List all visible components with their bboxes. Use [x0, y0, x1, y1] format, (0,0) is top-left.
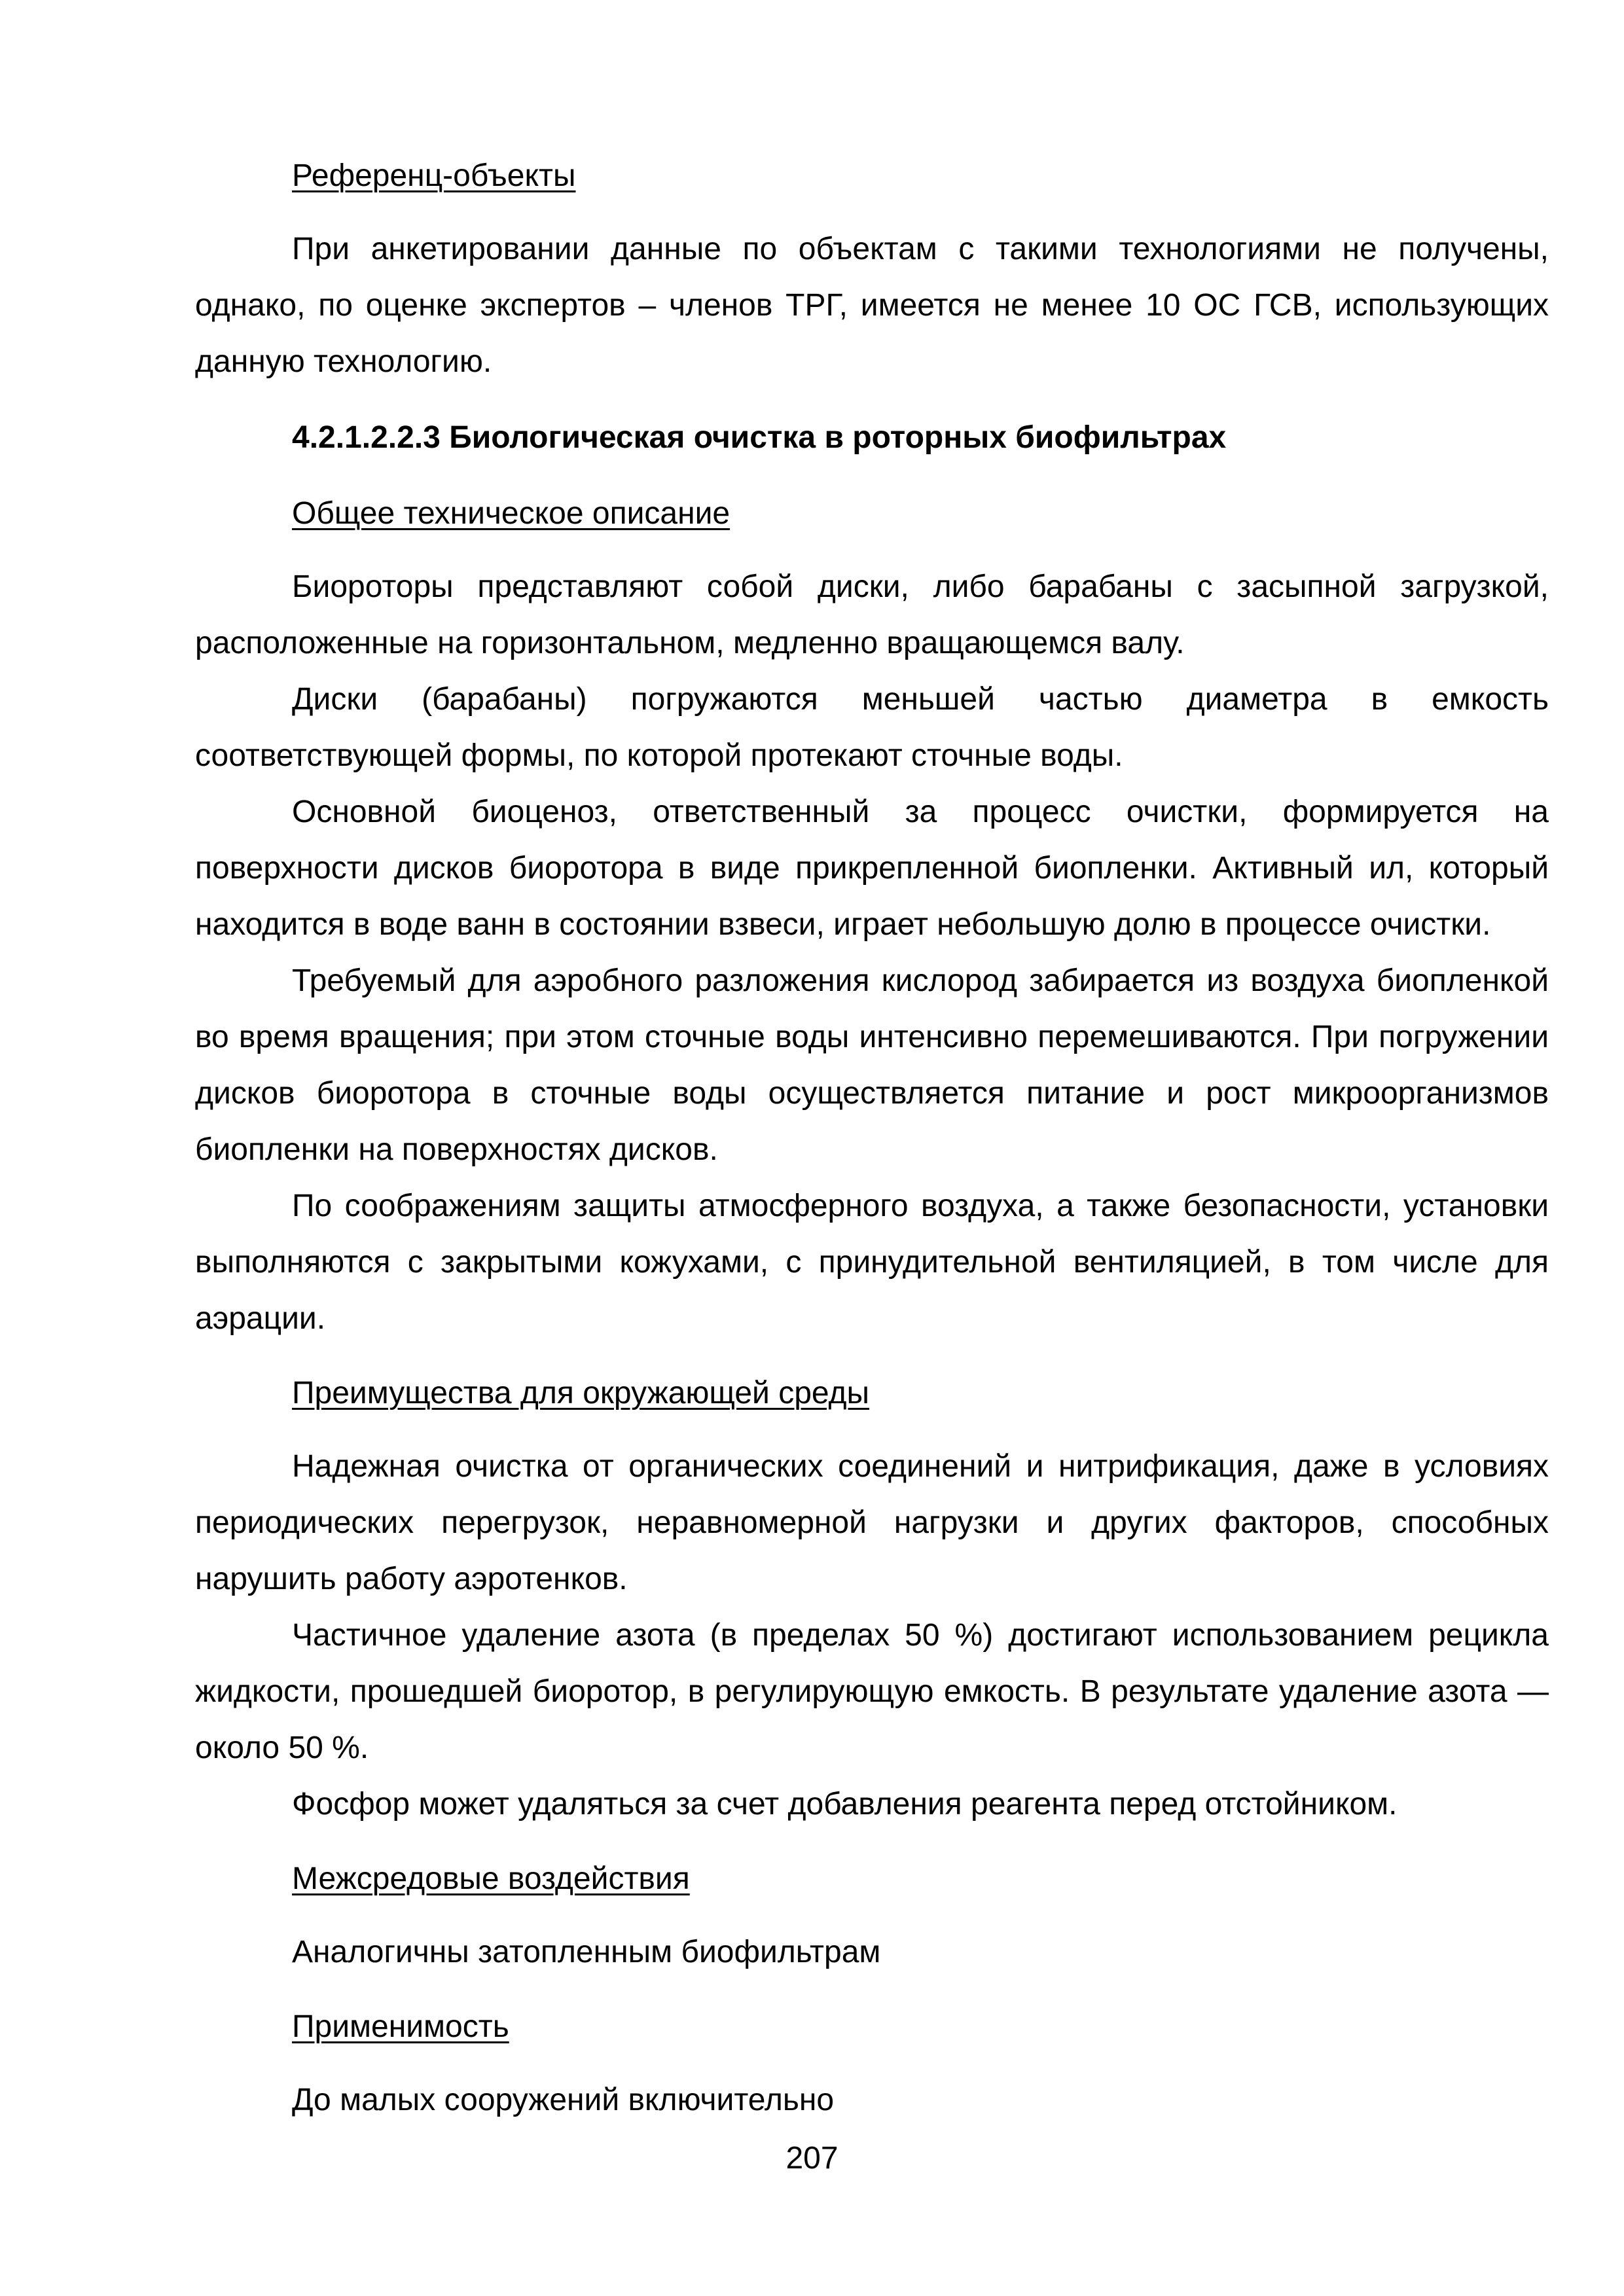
advantages-paragraph-3: Фосфор может удаляться за счет добавления реагента перед отстойником. — [292, 1787, 1398, 1821]
description-paragraph-4: Требуемый для аэробного разложения кислород забирается из воздуха биопленкой во время вращения; при этом сточные воды интенсивно перемешиваются. При погружении дисков биоротора в сточные воды осуществляется питание и рост микроорганизмов биопленки на поверхностях дисков. — [195, 963, 1549, 1167]
cross-media-effects-heading: Межсредовые воздействия — [292, 1861, 690, 1896]
applicability-text: До малых сооружений включительно — [292, 2083, 835, 2117]
cross-media-effects-text: Аналогичны затопленным биофильтрам — [292, 1935, 881, 1969]
environmental-advantages-heading: Преимущества для окружающей среды — [292, 1376, 870, 1410]
section-title: 4.2.1.2.2.3 Биологическая очистка в роторных биофильтрах — [292, 420, 1227, 455]
description-paragraph-1: Биороторы представляют собой диски, либо барабаны с засыпной загрузкой, расположенные на горизонтальном, медленно вращающемся валу. — [195, 569, 1549, 660]
reference-objects-heading: Референц-объекты — [292, 158, 576, 193]
reference-objects-paragraph: При анкетировании данные по объектам с такими технологиями не получены, однако, по оценке экспертов – членов ТРГ, имеется не менее 10 ОС ГСВ, использующих данную технологию. — [195, 232, 1549, 379]
technical-description-heading: Общее техническое описание — [292, 496, 731, 531]
description-paragraph-5: По соображениям защиты атмосферного воздуха, а также безопасности, установки выполняются с закрытыми кожухами, с принудительной вентиляцией, в том числе для аэрации. — [195, 1189, 1549, 1336]
advantages-paragraph-1: Надежная очистка от органических соединений и нитрификация, даже в условиях периодических перегрузок, неравномерной нагрузки и других факторов, способных нарушить работу аэротенков. — [195, 1449, 1549, 1596]
applicability-heading: Применимость — [292, 2009, 509, 2044]
page-number: 207 — [785, 2141, 839, 2176]
advantages-paragraph-2: Частичное удаление азота (в пределах 50 %) достигают использованием рецикла жидкости, прошедшей биоротор, в регулирующую емкость. В результате удаление азота — около 50 %. — [195, 1618, 1549, 1765]
description-paragraph-2: Диски (барабаны) погружаются меньшей частью диаметра в емкость соответствующей формы, по которой протекают сточные воды. — [195, 682, 1549, 773]
page-content — [195, 148, 1549, 2128]
description-paragraph-3: Основной биоценоз, ответственный за процесс очистки, формируется на поверхности дисков биоротора в виде прикрепленной биопленки. Активный ил, который находится в воде ванн в состоянии взвеси, играет небольшую долю в процессе очистки. — [195, 795, 1549, 942]
